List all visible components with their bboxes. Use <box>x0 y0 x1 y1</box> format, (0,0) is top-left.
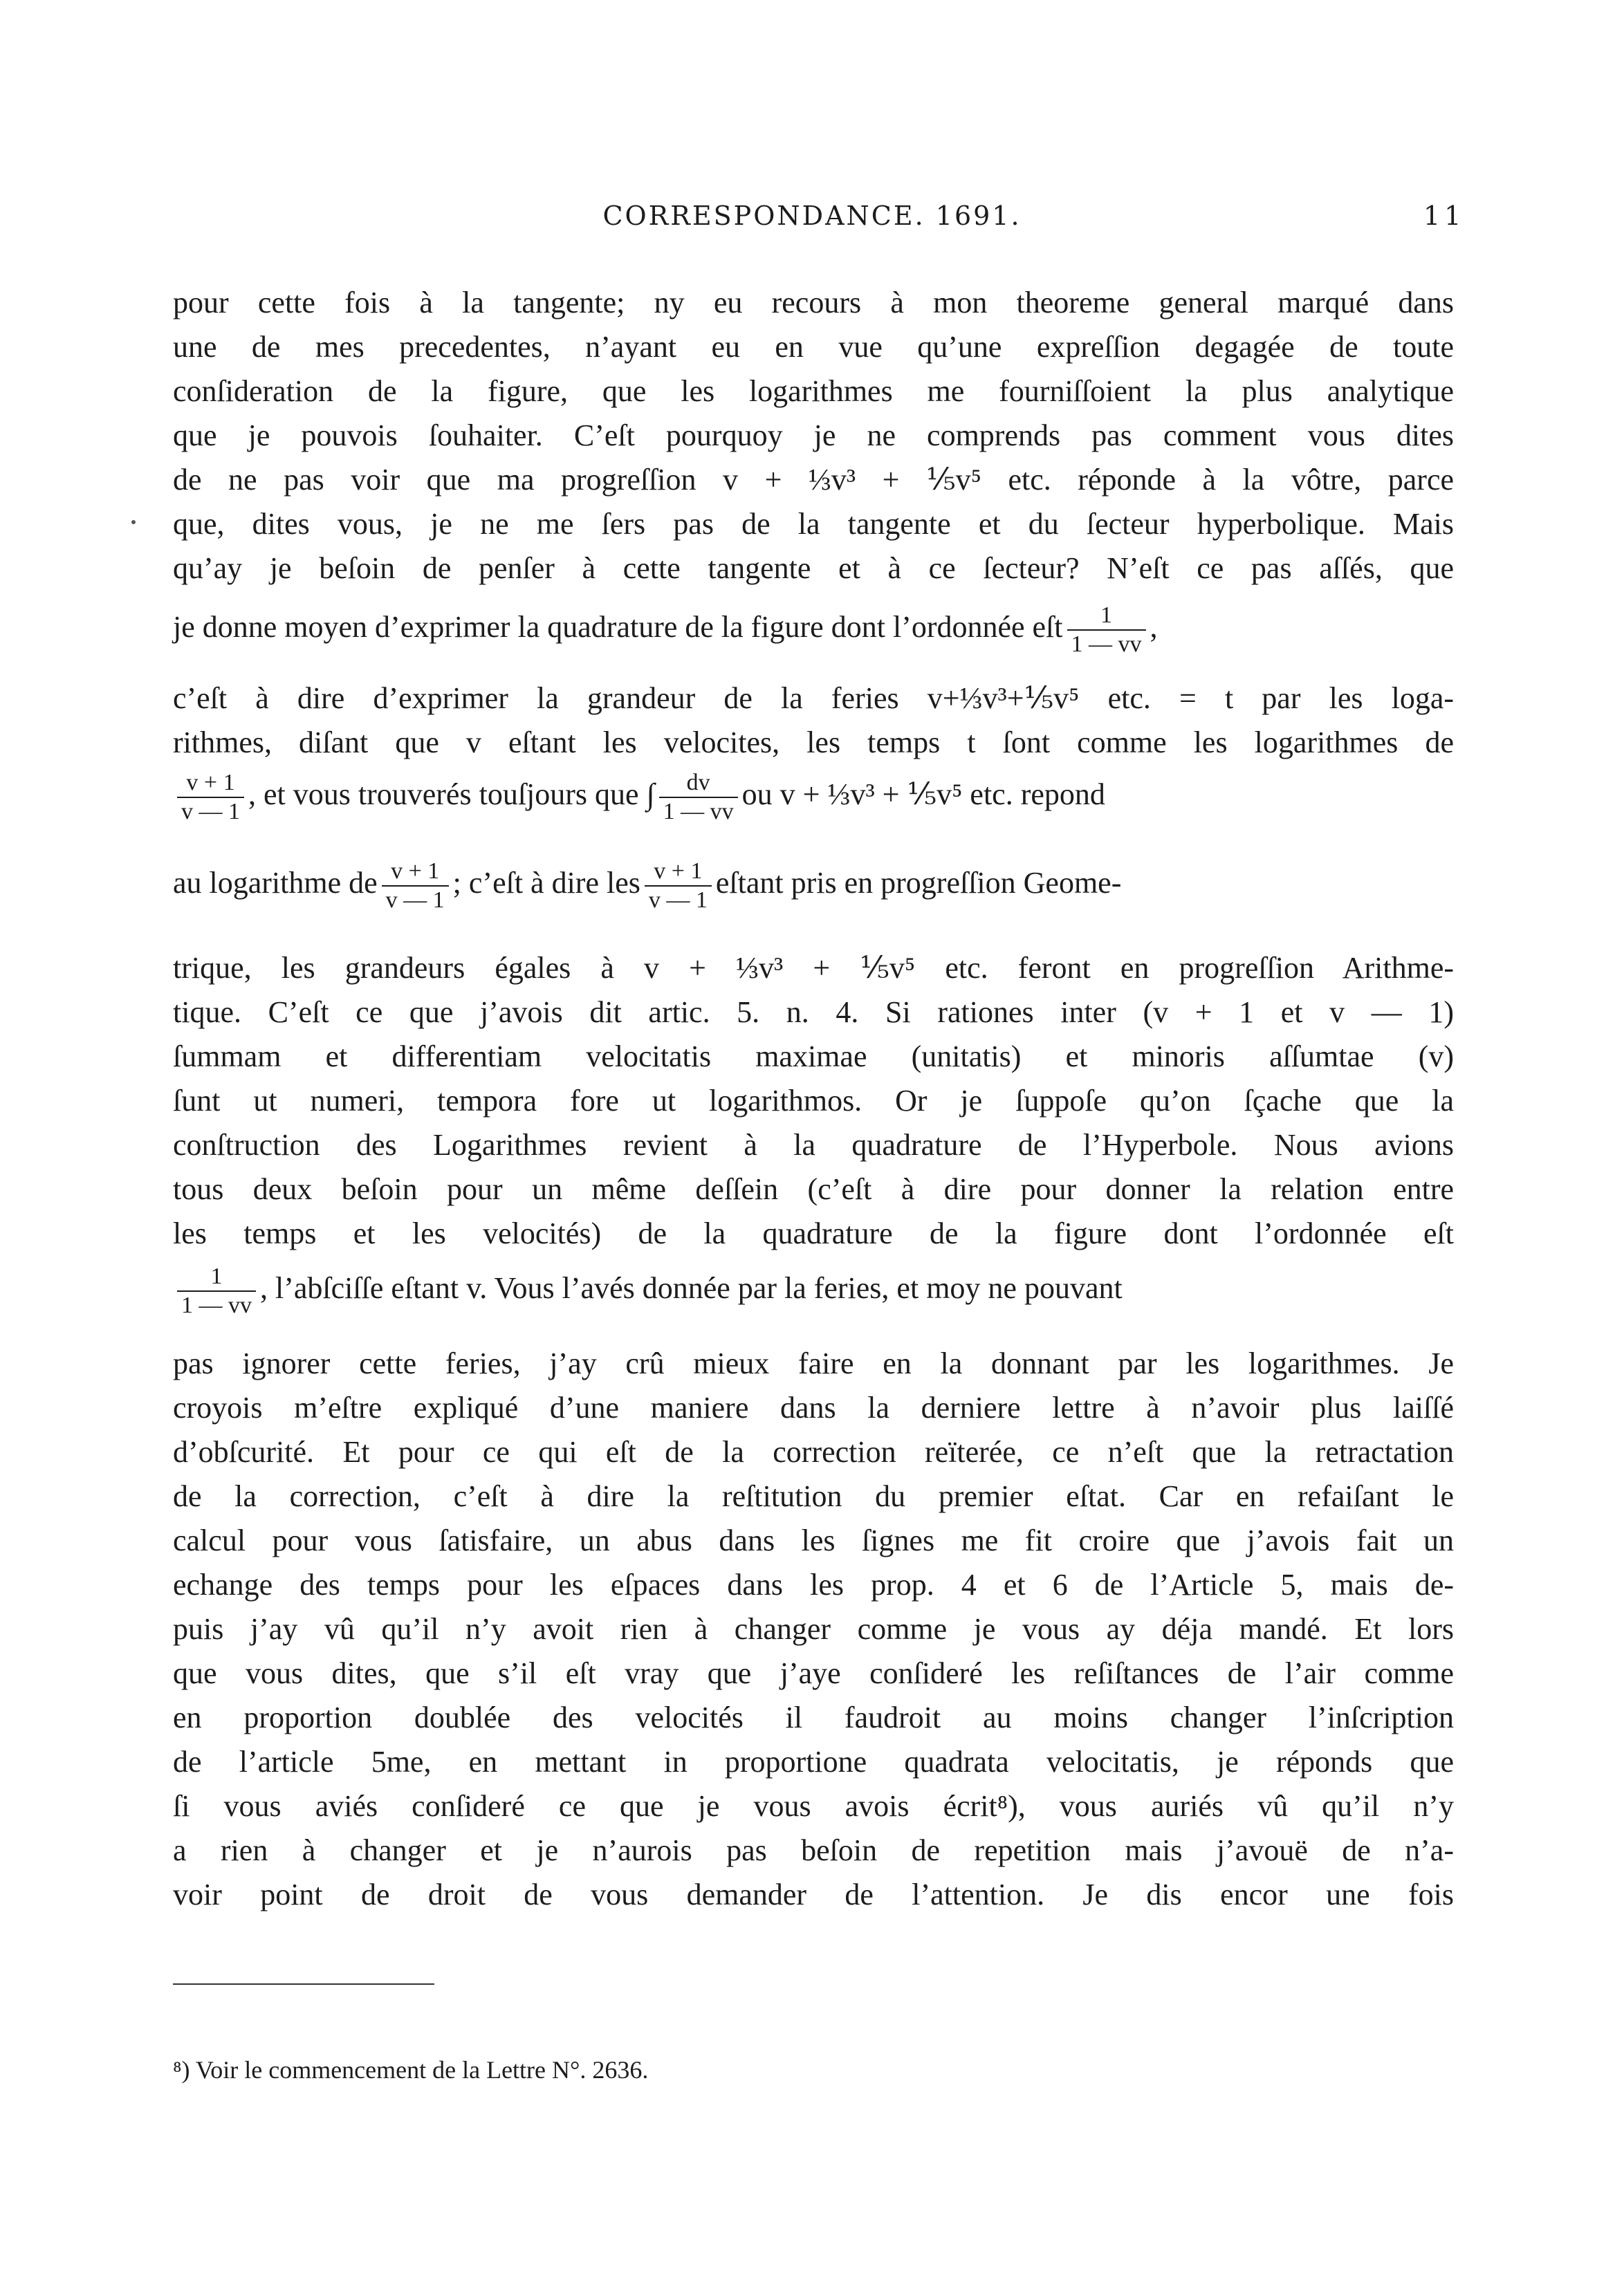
text-line: en proportion doublée des velocités il faudroit au moins changer l’inſcription <box>173 1701 1454 1734</box>
text: eſtant pris en progreſſion Geome- <box>715 866 1122 900</box>
text: ou v + ⅓v³ + ⅕v⁵ etc. repond <box>741 777 1105 812</box>
fraction-numerator: 1 <box>1067 602 1146 631</box>
text-line: a rien à changer et je n’aurois pas beſoin de repetition mais j’avouë de n’a- <box>173 1833 1454 1867</box>
text-line: que vous dites, que s’il eſt vray que j’aye conſideré les reſiſtances de l’air comme <box>173 1656 1454 1690</box>
text-line-with-fraction <box>173 1263 1454 1320</box>
fraction-denominator: 1 — vv <box>181 1293 252 1318</box>
text-line: ſummam et differentiam velocitatis maximae (unitatis) et minoris aſſumtae (v) <box>173 1039 1454 1073</box>
fraction-denominator: v — 1 <box>648 887 708 913</box>
text-line: pour cette fois à la tangente; ny eu recours à mon theoreme general marqué dans <box>173 286 1454 320</box>
text-line: c’eſt à dire d’exprimer la grandeur de la feries v+⅓v³+⅕v⁵ etc. = t par les loga- <box>173 681 1454 715</box>
text-line: qu’ay je beſoin de penſer à cette tangente et à ce ſecteur? N’eſt ce pas aſſés, que <box>173 551 1454 585</box>
text: au logarithme de <box>173 866 378 900</box>
fraction-denominator: v — 1 <box>181 799 240 824</box>
text-line: conſideration de la figure, que les logarithmes me fourniſſoient la plus analytique <box>173 374 1454 408</box>
text: , l’abſciſſe eſtant v. Vous l’avés donnée par la feries, et moy ne pouvant <box>260 1271 1123 1306</box>
fraction-denominator: 1 — vv <box>1071 631 1142 657</box>
fraction <box>645 858 712 914</box>
fraction-numerator: v + 1 <box>382 858 449 887</box>
margin-dot <box>131 520 136 524</box>
text-line: tous deux beſoin pour un même deſſein (c’eſt à dire pour donner la relation entre <box>173 1172 1454 1206</box>
text-line: les temps et les velocités) de la quadrature de la figure dont l’ordonnée eſt <box>173 1216 1454 1250</box>
text-line: ſi vous aviés conſideré ce que je vous avois écrit⁸), vous auriés vû qu’il n’y <box>173 1789 1454 1823</box>
fraction <box>177 1263 256 1320</box>
text-line: d’obſcurité. Et pour ce qui eſt de la correction reïterée, ce n’eſt que la retractation <box>173 1435 1454 1469</box>
text-line: rithmes, diſant que v eſtant les velocites, les temps t ſont comme les logarithmes de <box>173 725 1454 759</box>
text-line: trique, les grandeurs égales à v + ⅓v³ + ⅕v⁵ etc. feront en progreſſion Arithme- <box>173 951 1454 985</box>
text: je donne moyen d’exprimer la quadrature de la figure dont l’ordonnée eſt <box>173 610 1063 645</box>
text-line: de la correction, c’eſt à dire la reſtitution du premier eſtat. Car en refaiſant le <box>173 1479 1454 1513</box>
fraction-numerator: 1 <box>177 1263 256 1292</box>
running-header: CORRESPONDANCE. 1691. <box>602 201 1022 231</box>
text: , et vous trouverés touſjours que ∫ <box>248 777 655 812</box>
text-line-with-fraction <box>173 769 1454 826</box>
fraction <box>382 858 449 914</box>
fraction-numerator: dv <box>659 769 738 798</box>
fraction <box>1067 602 1146 658</box>
text: ; c’eſt à dire les <box>452 866 640 900</box>
fraction-denominator: 1 — vv <box>663 799 734 824</box>
text-line: que je pouvois ſouhaiter. C’eſt pourquoy je ne comprends pas comment vous dites <box>173 418 1454 452</box>
text-line: puis j’ay vû qu’il n’y avoit rien à changer comme je vous ay déja mandé. Et lors <box>173 1612 1454 1646</box>
text-line: que, dites vous, je ne me ſers pas de la tangente et du ſecteur hyperbolique. Mais <box>173 507 1454 541</box>
text-line: ſunt ut numeri, tempora fore ut logarithmos. Or je ſuppoſe qu’on ſçache que la <box>173 1084 1454 1118</box>
text-line: tique. C’eſt ce que j’avois dit artic. 5. n. 4. Si rationes inter (v + 1 et v — 1) <box>173 995 1454 1029</box>
text-line: de l’article 5me, en mettant in proportione quadrata velocitatis, je réponds que <box>173 1745 1454 1779</box>
text-line: echange des temps pour les eſpaces dans les prop. 4 et 6 de l’Article 5, mais de- <box>173 1568 1454 1602</box>
footnote: ⁸) Voir le commencement de la Lettre N°. 2636. <box>173 2056 649 2084</box>
text-line: une de mes precedentes, n’ayant eu en vue qu’une expreſſion degagée de toute <box>173 330 1454 364</box>
text-line: croyois m’eſtre expliqué d’une maniere dans la derniere lettre à n’avoir plus laiſſé <box>173 1391 1454 1425</box>
text: , <box>1150 610 1158 645</box>
text-line: voir point de droit de vous demander de l’attention. Je dis encor une fois <box>173 1878 1454 1911</box>
fraction-numerator: v + 1 <box>177 769 244 798</box>
text-line: pas ignorer cette feries, j’ay crû mieux faire en la donnant par les logarithmes. Je <box>173 1346 1454 1380</box>
fraction <box>177 769 244 826</box>
text-line: de ne pas voir que ma progreſſion v + ⅓v³ + ⅕v⁵ etc. réponde à la vôtre, parce <box>173 463 1454 497</box>
fraction-numerator: v + 1 <box>645 858 712 887</box>
text-line-with-fraction <box>173 858 1454 914</box>
text-line: conſtruction des Logarithmes revient à la quadrature de l’Hyperbole. Nous avions <box>173 1128 1454 1162</box>
fraction-denominator: v — 1 <box>385 887 445 913</box>
fraction <box>659 769 738 826</box>
page-number: 11 <box>1423 201 1466 231</box>
footnote-divider <box>173 1983 434 1985</box>
text-line: calcul pour vous ſatisfaire, un abus dans les ſignes me fit croire que j’avois fait un <box>173 1524 1454 1557</box>
text-line-with-fraction <box>173 602 1454 658</box>
